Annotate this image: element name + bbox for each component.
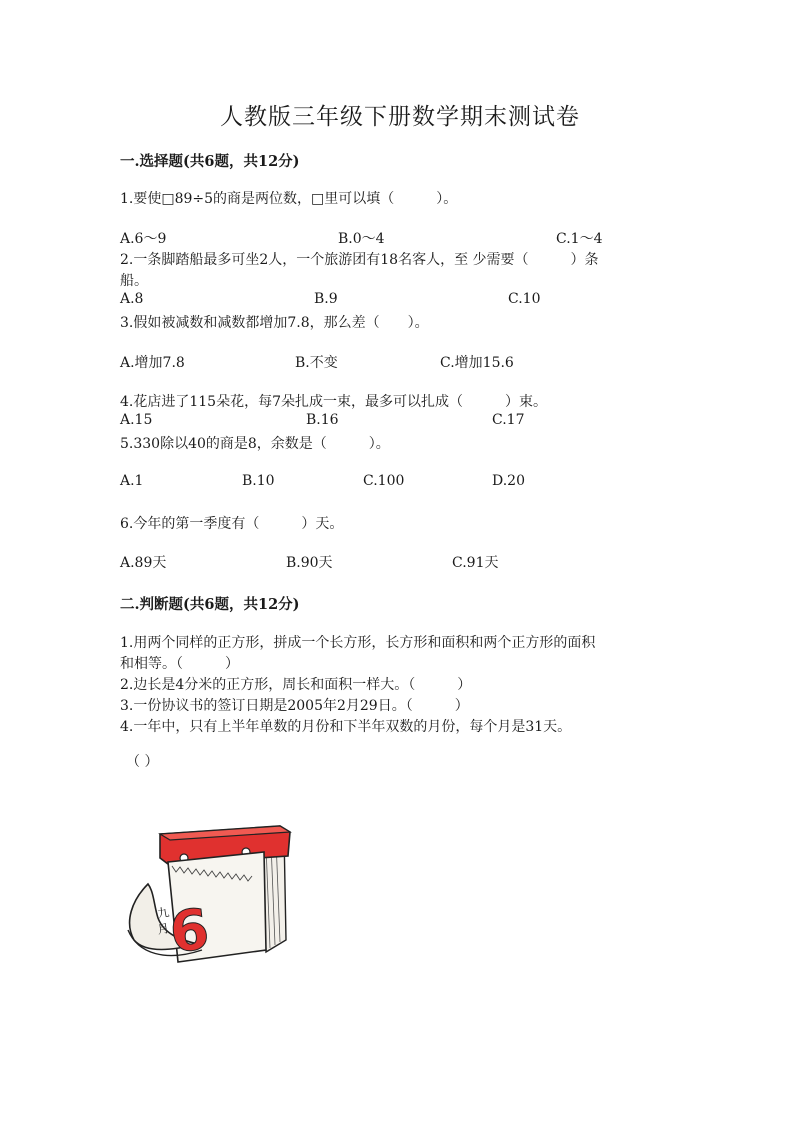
q3-option-c: C.增加15.6 [440,355,514,371]
q6-option-c: C.91天 [452,555,499,571]
calendar-month-char-1: 九 [156,905,171,921]
q5-option-b: B.10 [242,473,275,489]
q1-option-a: A.6～9 [120,231,167,247]
calendar-day-number: 6 [166,897,213,966]
judgment-4-answer-blank: （ ） [126,754,159,770]
q5-option-d: D.20 [492,473,525,489]
q2-option-c: C.10 [508,291,541,307]
q2-option-b: B.9 [314,291,338,307]
question-3: 3.假如被减数和减数都增加7.8，那么差（ ）。 [120,315,429,331]
question-5: 5.330除以40的商是8，余数是（ ）。 [120,436,390,452]
section-1-heading: 一.选择题(共6题，共12分) [120,153,300,170]
judgment-1: 1.用两个同样的正方形，拼成一个长方形，长方形和面积和两个正方形的面积 [120,635,596,651]
judgment-3: 3.一份协议书的签订日期是2005年2月29日。（ ） [120,698,469,714]
calendar-illustration [124,822,294,982]
q3-option-b: B.不变 [295,355,338,371]
q6-option-b: B.90天 [286,555,333,571]
question-2: 2.一条脚踏船最多可坐2人，一个旅游团有18名客人，至 少需要（ ）条 [120,252,599,268]
judgment-2: 2.边长是4分米的正方形，周长和面积一样大。（ ） [120,677,472,693]
calendar-month-char-2: 月 [156,921,171,937]
q4-option-c: C.17 [492,412,525,428]
q2-option-a: A.8 [120,291,144,307]
judgment-4: 4.一年中，只有上半年单数的月份和下半年双数的月份，每个月是31天。 [120,719,572,735]
judgment-1-continued: 和相等。（ ） [120,656,239,672]
question-4: 4.花店进了115朵花，每7朵扎成一束，最多可以扎成（ ）束。 [120,394,547,410]
q1-option-b: B.0～4 [338,231,385,247]
question-1: 1.要使□89÷5的商是两位数，□里可以填（ ）。 [120,191,458,207]
q6-option-a: A.89天 [120,555,167,571]
q4-option-b: B.16 [306,412,339,428]
q5-option-c: C.100 [363,473,405,489]
q3-option-a: A.增加7.8 [120,355,185,371]
section-2-heading: 二.判断题(共6题，共12分) [120,596,300,613]
q1-option-c: C.1～4 [556,231,603,247]
question-2-continued: 船。 [120,273,148,289]
q5-option-a: A.1 [120,473,144,489]
question-6: 6.今年的第一季度有（ ）天。 [120,516,344,532]
page-title: 人教版三年级下册数学期末测试卷 [220,104,580,130]
q4-option-a: A.15 [120,412,153,428]
